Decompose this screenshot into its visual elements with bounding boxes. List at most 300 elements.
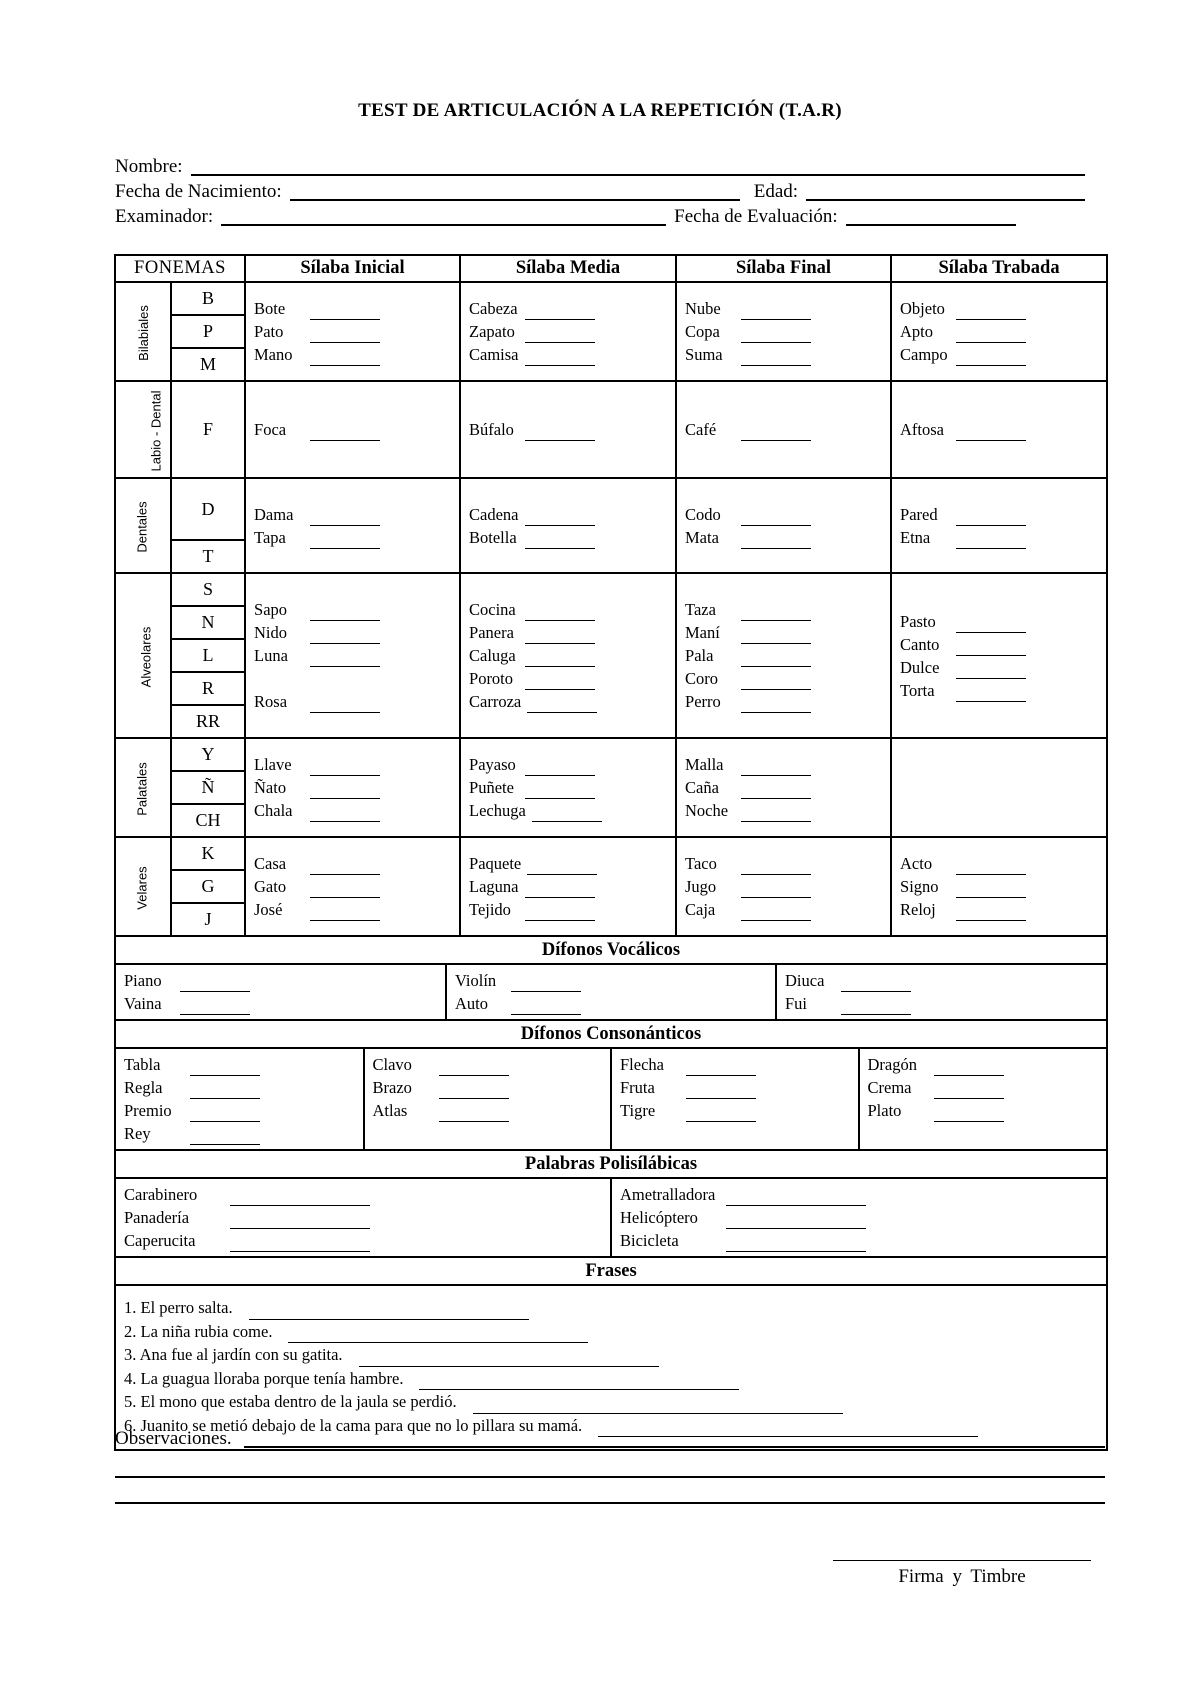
difonos_vocalicos-col-0	[116, 965, 446, 1019]
group-3	[115, 573, 171, 738]
difonos_consonanticos-col-1	[364, 1049, 612, 1149]
words-inicial	[245, 478, 460, 573]
answer-line[interactable]	[525, 604, 595, 621]
word-label: Mata	[685, 527, 719, 547]
word-item	[469, 644, 667, 667]
word-label: Pasto	[900, 611, 936, 631]
answer-line[interactable]	[525, 650, 595, 667]
fecha-nacimiento-label: Fecha de Nacimiento:	[115, 181, 282, 202]
answer-line[interactable]	[310, 627, 380, 644]
answer-line[interactable]	[310, 759, 380, 776]
word-label: Atlas	[372, 1101, 408, 1120]
word-label: Camisa	[469, 345, 519, 364]
table-header-row	[115, 255, 1107, 282]
answer-line[interactable]	[310, 696, 380, 713]
word-item	[469, 898, 667, 921]
phoneme-cell: RR	[171, 705, 245, 738]
answer-line[interactable]	[956, 303, 1026, 320]
word-label: Luna	[254, 646, 288, 665]
word-item	[254, 418, 451, 441]
words-media	[460, 478, 676, 573]
word-label: Caperucita	[124, 1231, 196, 1250]
frase-answer-line[interactable]	[249, 1303, 529, 1320]
difonos-consonanticos-title: Dífonos Consonánticos	[115, 1020, 1107, 1048]
word-item	[124, 1206, 602, 1229]
word-label: Casa	[254, 854, 287, 873]
phoneme-cell: F	[171, 381, 245, 478]
answer-line[interactable]	[190, 1059, 260, 1076]
word-item	[685, 621, 882, 644]
difonos_consonanticos-col-0	[116, 1049, 364, 1149]
frase-answer-line[interactable]	[473, 1397, 843, 1414]
word-item	[900, 656, 1098, 679]
word-item	[124, 1183, 602, 1206]
words-media	[460, 573, 676, 738]
word-label: Café	[685, 420, 717, 439]
word-item	[685, 776, 882, 799]
word-item	[469, 621, 667, 644]
answer-line[interactable]	[956, 639, 1026, 656]
word-item	[124, 992, 437, 1015]
word-item	[469, 753, 667, 776]
answer-line[interactable]	[841, 998, 911, 1015]
word-label: Diuca	[785, 971, 825, 990]
word-label: Laguna	[469, 877, 519, 896]
examinador-label: Examinador:	[115, 206, 214, 227]
difonos-vocalicos-title: Dífonos Vocálicos	[115, 936, 1107, 964]
answer-line[interactable]	[741, 326, 811, 343]
answer-line[interactable]	[525, 673, 595, 690]
words-trabada	[891, 738, 1107, 837]
word-item	[620, 1229, 1098, 1252]
words-media	[460, 282, 676, 381]
words-inicial	[245, 837, 460, 936]
answer-line[interactable]	[310, 424, 380, 441]
answer-line[interactable]	[741, 858, 811, 875]
answer-line[interactable]	[741, 627, 811, 644]
word-label: Chala	[254, 801, 293, 820]
answer-line[interactable]	[741, 509, 811, 526]
word-label: Canto	[900, 634, 940, 654]
answer-line[interactable]	[525, 627, 595, 644]
word-label: Nube	[685, 299, 721, 318]
phoneme-cell: J	[171, 903, 245, 936]
answer-line[interactable]	[956, 685, 1026, 702]
answer-line[interactable]	[525, 349, 595, 366]
frase-text: 6. Juanito se metió debajo de la cama para que no lo pillara su mamá.	[124, 1415, 583, 1435]
answer-line[interactable]	[527, 696, 597, 713]
phoneme-cell: CH	[171, 804, 245, 837]
nombre-label: Nombre:	[115, 156, 183, 177]
word-label: Lechuga	[469, 801, 526, 820]
word-label: Suma	[685, 345, 723, 364]
answer-line[interactable]	[956, 424, 1026, 441]
word-label: Tapa	[254, 527, 286, 547]
answer-line[interactable]	[956, 349, 1026, 366]
answer-line[interactable]	[230, 1189, 370, 1206]
word-label: Pato	[254, 322, 284, 341]
answer-line[interactable]	[532, 805, 602, 822]
words-inicial	[245, 381, 460, 478]
answer-line[interactable]	[310, 858, 380, 875]
frase-text: 5. El mono que estaba dentro de la jaula se perdió.	[124, 1392, 457, 1411]
word-label: Acto	[900, 854, 933, 873]
answer-line[interactable]	[525, 782, 595, 799]
word-item	[620, 1183, 1098, 1206]
word-label: Violín	[455, 971, 497, 990]
word-label: Dragón	[867, 1055, 917, 1074]
word-item	[685, 667, 882, 690]
word-item	[469, 875, 667, 898]
answer-line[interactable]	[726, 1212, 866, 1229]
answer-line[interactable]	[956, 858, 1026, 875]
word-item	[254, 320, 451, 343]
phoneme-row	[115, 282, 1107, 315]
word-item	[254, 343, 451, 366]
answer-line[interactable]	[741, 532, 811, 549]
answer-line[interactable]	[190, 1082, 260, 1099]
word-item	[254, 297, 451, 320]
word-label: Maní	[685, 623, 720, 642]
observaciones-label: Observaciones.	[115, 1428, 232, 1449]
frase-answer-line[interactable]	[419, 1373, 739, 1390]
frase-text: 3. Ana fue al jardín con su gatita.	[124, 1345, 343, 1364]
polisilabicas-col-1	[611, 1179, 1106, 1256]
word-item	[868, 1099, 1099, 1122]
word-item	[469, 418, 667, 441]
word-label: Helicóptero	[620, 1208, 698, 1227]
word-label: Fruta	[620, 1078, 655, 1097]
word-label: Bote	[254, 299, 286, 318]
word-item	[685, 898, 882, 921]
answer-line[interactable]	[180, 975, 250, 992]
word-label: Flecha	[620, 1055, 664, 1074]
word-item	[254, 503, 451, 526]
answer-line[interactable]	[525, 881, 595, 898]
word-label: Piano	[124, 971, 162, 990]
answer-line[interactable]	[439, 1105, 509, 1122]
difonos_consonanticos-col-3	[859, 1049, 1107, 1149]
word-label: José	[254, 900, 283, 919]
answer-line[interactable]	[956, 509, 1026, 526]
observaciones-line-3[interactable]	[115, 1502, 1105, 1504]
answer-line[interactable]	[310, 650, 380, 667]
answer-line[interactable]	[726, 1235, 866, 1252]
word-item	[620, 1053, 850, 1076]
difonos_consonanticos-col-2	[611, 1049, 859, 1149]
phoneme-row	[115, 837, 1107, 870]
word-item	[685, 297, 882, 320]
answer-line[interactable]	[686, 1082, 756, 1099]
word-label: Payaso	[469, 755, 516, 774]
answer-line[interactable]	[310, 326, 380, 343]
blank-line	[254, 667, 451, 690]
answer-line[interactable]	[741, 782, 811, 799]
answer-line[interactable]	[190, 1105, 260, 1122]
phoneme-cell: D	[171, 478, 245, 540]
word-item	[469, 526, 667, 549]
word-item	[254, 598, 451, 621]
answer-line[interactable]	[956, 326, 1026, 343]
answer-line[interactable]	[686, 1105, 756, 1122]
nacimiento-row	[115, 179, 1085, 203]
word-item	[124, 1099, 355, 1122]
phoneme-cell: M	[171, 348, 245, 381]
phoneme-cell: R	[171, 672, 245, 705]
word-label: Perro	[685, 692, 721, 711]
word-item	[469, 690, 667, 713]
word-label: Coro	[685, 669, 719, 688]
answer-line[interactable]	[230, 1235, 370, 1252]
word-item	[685, 644, 882, 667]
fecha-nacimiento-field[interactable]	[290, 179, 740, 201]
phoneme-cell: L	[171, 639, 245, 672]
answer-line[interactable]	[841, 975, 911, 992]
phoneme-cell: T	[171, 540, 245, 573]
word-label: Apto	[900, 322, 934, 341]
word-label: Aftosa	[900, 420, 945, 439]
answer-line[interactable]	[310, 805, 380, 822]
answer-line[interactable]	[956, 881, 1026, 898]
word-item	[900, 875, 1098, 898]
words-final	[676, 381, 891, 478]
answer-line[interactable]	[310, 532, 380, 549]
observaciones-line-2[interactable]	[115, 1476, 1105, 1478]
word-item	[254, 875, 451, 898]
frase-item	[124, 1296, 1098, 1320]
word-item	[469, 343, 667, 366]
word-label: Sapo	[254, 600, 288, 619]
word-label: Ñato	[254, 778, 287, 797]
word-label: Búfalo	[469, 420, 514, 439]
fecha-evaluacion-label: Fecha de Evaluación:	[674, 206, 838, 227]
words-trabada	[891, 282, 1107, 381]
answer-line[interactable]	[310, 782, 380, 799]
answer-line[interactable]	[310, 349, 380, 366]
word-label: Plato	[867, 1101, 902, 1120]
group-0	[115, 282, 171, 381]
answer-line[interactable]	[525, 509, 595, 526]
words-trabada	[891, 381, 1107, 478]
answer-line[interactable]	[934, 1059, 1004, 1076]
answer-line[interactable]	[525, 424, 595, 441]
word-item	[685, 343, 882, 366]
word-label: Dama	[254, 504, 294, 524]
nombre-field[interactable]	[191, 154, 1085, 176]
answer-line[interactable]	[741, 904, 811, 921]
word-item	[469, 776, 667, 799]
word-label: Paquete	[469, 854, 522, 873]
word-label: Zapato	[469, 322, 515, 341]
phoneme-cell: P	[171, 315, 245, 348]
frase-item	[124, 1390, 1098, 1414]
frase-item	[124, 1367, 1098, 1391]
header-silaba-trabada: Sílaba Trabada	[891, 255, 1107, 282]
word-label: Cocina	[469, 600, 516, 619]
word-item	[469, 320, 667, 343]
answer-line[interactable]	[741, 805, 811, 822]
word-label: Crema	[867, 1078, 912, 1097]
answer-line[interactable]	[686, 1059, 756, 1076]
frase-text: 4. La guagua lloraba porque tenía hambre.	[124, 1368, 404, 1388]
answer-line[interactable]	[934, 1105, 1004, 1122]
frase-answer-line[interactable]	[288, 1326, 588, 1343]
page-title: TEST DE ARTICULACIÓN A LA REPETICIÓN (T.A.R)	[358, 100, 842, 121]
fecha-evaluacion-field[interactable]	[846, 204, 1016, 226]
observaciones-field[interactable]	[244, 1426, 1105, 1448]
word-item	[900, 610, 1098, 633]
answer-line[interactable]	[230, 1212, 370, 1229]
word-item	[455, 992, 767, 1015]
articulation-table	[114, 254, 1108, 1451]
word-label: Premio	[124, 1101, 172, 1120]
word-label: Regla	[124, 1078, 163, 1097]
answer-line[interactable]	[439, 1059, 509, 1076]
edad-label: Edad:	[753, 181, 799, 202]
word-label: Vaina	[124, 994, 162, 1013]
words-media	[460, 837, 676, 936]
word-item	[469, 297, 667, 320]
word-item	[254, 898, 451, 921]
answer-line[interactable]	[511, 975, 581, 992]
word-item	[469, 852, 667, 875]
answer-line[interactable]	[934, 1082, 1004, 1099]
answer-line[interactable]	[956, 904, 1026, 921]
word-item	[620, 1206, 1098, 1229]
word-label: Cabeza	[469, 299, 518, 318]
examinador-field[interactable]	[221, 204, 666, 226]
answer-line[interactable]	[741, 424, 811, 441]
group-label: Bilabiales	[135, 304, 151, 361]
word-item	[900, 633, 1098, 656]
word-label: Signo	[900, 877, 939, 896]
word-item	[124, 969, 437, 992]
word-label: Taza	[685, 600, 716, 619]
answer-line[interactable]	[310, 509, 380, 526]
answer-line[interactable]	[956, 662, 1026, 679]
answer-line[interactable]	[310, 604, 380, 621]
word-item	[124, 1122, 355, 1145]
word-item	[254, 621, 451, 644]
answer-line[interactable]	[525, 303, 595, 320]
word-label: Tigre	[620, 1101, 656, 1120]
word-label: Puñete	[469, 778, 514, 797]
answer-line[interactable]	[525, 759, 595, 776]
word-label: Fui	[785, 994, 808, 1013]
word-label: Pala	[685, 646, 714, 665]
word-item	[254, 776, 451, 799]
word-label: Taco	[685, 854, 717, 873]
words-final	[676, 738, 891, 837]
answer-line[interactable]	[741, 759, 811, 776]
answer-line[interactable]	[310, 904, 380, 921]
phoneme-cell: G	[171, 870, 245, 903]
word-label: Poroto	[469, 669, 514, 688]
word-item	[900, 526, 1098, 549]
frase-answer-line[interactable]	[359, 1350, 659, 1367]
answer-line[interactable]	[741, 673, 811, 690]
frases-title: Frases	[115, 1257, 1107, 1285]
answer-line[interactable]	[956, 532, 1026, 549]
word-label: Noche	[685, 801, 729, 820]
answer-line[interactable]	[190, 1128, 260, 1145]
answer-line[interactable]	[741, 881, 811, 898]
answer-line[interactable]	[525, 326, 595, 343]
words-inicial	[245, 573, 460, 738]
answer-line[interactable]	[741, 650, 811, 667]
group-label: Palatales	[134, 761, 150, 816]
answer-line[interactable]	[741, 349, 811, 366]
signature-line[interactable]	[833, 1560, 1091, 1561]
answer-line[interactable]	[180, 998, 250, 1015]
answer-line[interactable]	[527, 858, 597, 875]
group-2	[115, 478, 171, 573]
edad-field[interactable]	[806, 179, 1085, 201]
word-item	[685, 852, 882, 875]
answer-line[interactable]	[310, 881, 380, 898]
word-item	[124, 1076, 355, 1099]
word-label: Gato	[254, 877, 287, 896]
polisilabicas-title: Palabras Polisílábicas	[115, 1150, 1107, 1178]
word-item	[868, 1076, 1099, 1099]
nombre-row	[115, 154, 1085, 178]
word-item	[254, 644, 451, 667]
word-item	[900, 418, 1098, 441]
word-item	[685, 799, 882, 822]
phoneme-cell: K	[171, 837, 245, 870]
words-final	[676, 282, 891, 381]
answer-line[interactable]	[741, 604, 811, 621]
answer-line[interactable]	[525, 532, 595, 549]
answer-line[interactable]	[439, 1082, 509, 1099]
group-label: Alveolares	[138, 626, 154, 687]
word-item	[254, 526, 451, 549]
word-label: Carroza	[469, 692, 522, 711]
answer-line[interactable]	[956, 616, 1026, 633]
answer-line[interactable]	[741, 303, 811, 320]
frase-item	[124, 1320, 1098, 1344]
word-item	[685, 690, 882, 713]
word-item	[124, 1053, 355, 1076]
answer-line[interactable]	[525, 904, 595, 921]
word-item	[373, 1076, 603, 1099]
word-item	[685, 753, 882, 776]
word-item	[124, 1229, 602, 1252]
word-item	[685, 503, 882, 526]
word-item	[469, 667, 667, 690]
difonos_vocalicos-col-1	[446, 965, 776, 1019]
words-trabada	[891, 573, 1107, 738]
word-label: Etna	[900, 527, 931, 547]
word-item	[785, 992, 1098, 1015]
word-label: Caña	[685, 778, 719, 797]
word-item	[254, 753, 451, 776]
word-label: Panera	[469, 623, 514, 642]
words-final	[676, 837, 891, 936]
word-item	[868, 1053, 1099, 1076]
word-item	[455, 969, 767, 992]
frase-text: 2. La niña rubia come.	[124, 1321, 273, 1341]
answer-line[interactable]	[726, 1189, 866, 1206]
answer-line[interactable]	[310, 303, 380, 320]
word-label: Bicicleta	[620, 1231, 679, 1250]
word-label: Tabla	[124, 1055, 161, 1074]
group-label: Labio - Dental	[148, 390, 164, 471]
word-item	[373, 1099, 603, 1122]
word-label: Caluga	[469, 646, 516, 665]
answer-line[interactable]	[511, 998, 581, 1015]
answer-line[interactable]	[741, 696, 811, 713]
